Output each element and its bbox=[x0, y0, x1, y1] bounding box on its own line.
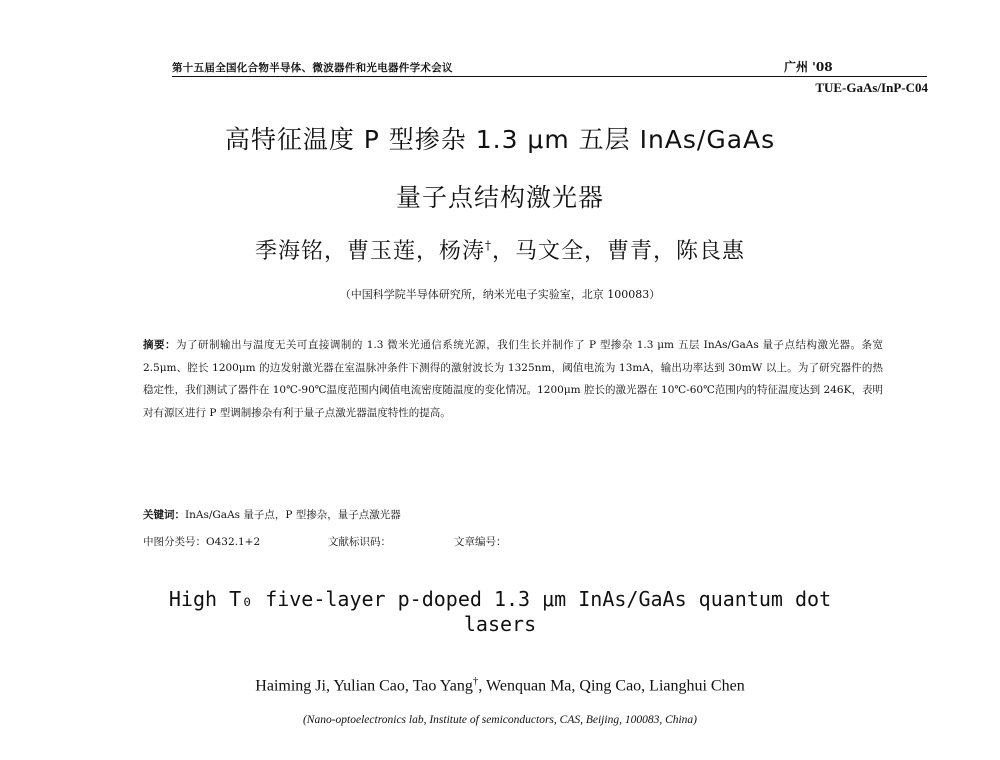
authors-cn-before: 季海铭，曹玉莲，杨涛 bbox=[254, 239, 485, 264]
abstract-label: 摘要： bbox=[143, 339, 176, 351]
title-en-line1: High T₀ five-layer p-doped 1.3 μm InAs/GaAs quantum dot bbox=[168, 587, 832, 611]
affiliation-cn: （中国科学院半导体研究所，纳米光电子实验室，北京 100083） bbox=[339, 288, 661, 301]
abstract-cn bbox=[143, 334, 883, 424]
paper-code: TUE-GaAs/InP-C04 bbox=[815, 80, 928, 95]
document-code: 文献标识码： bbox=[328, 536, 391, 548]
conference-header: 第十五届全国化合物半导体、微波器件和光电器件学术会议 bbox=[172, 62, 453, 74]
affiliation-en: (Nano-optoelectronics lab, Institute of semiconductors, CAS, Beijing, 100083, China) bbox=[302, 714, 698, 726]
article-number: 文章编号： bbox=[454, 536, 507, 548]
conference-location: 广州 '08 bbox=[784, 60, 833, 74]
abstract-text: 为了研制输出与温度无关可直接调制的 1.3 微米光通信系统光源，我们生长并制作了 P 型掺杂 1.3 μm 五层 InAs/GaAs 量子点结构激光器。条宽 2.5μm、腔长 1200μm 的边发射激光器在室温脉冲条件下测得的激射波长为 1325nm，阈值电流为 13mA，输出功率达到 30mW 以上。为了研究器件的热稳定性，我们测试了器件在 10℃-90℃温度范围内阈值电流密度随温度的变化情况。1200μm 腔长的激光器在 10℃-60℃范围内的特征温度达到 246K，表明对有源区进行 P 型调制掺杂有利于量子点激光器温度特性的提高。 bbox=[143, 339, 883, 419]
title-cn-line2: 量子点结构激光器 bbox=[395, 183, 604, 212]
authors-en bbox=[0, 675, 1000, 695]
title-cn-line1: 高特征温度 P 型掺杂 1.3 μm 五层 InAs/GaAs bbox=[224, 125, 776, 154]
keywords-text: InAs/GaAs 量子点，P 型掺杂，量子点激光器 bbox=[185, 509, 401, 521]
keywords-label: 关键词： bbox=[143, 509, 185, 521]
keywords bbox=[143, 507, 401, 522]
corresponding-dagger-en: † bbox=[472, 675, 479, 687]
authors-cn bbox=[0, 234, 1000, 265]
authors-en-before: Haiming Ji, Yulian Cao, Tao Yang bbox=[255, 677, 473, 695]
title-en-line2: lasers bbox=[463, 612, 537, 636]
authors-cn-after: ，马文全，曹青，陈良惠 bbox=[492, 239, 746, 264]
title-en bbox=[0, 587, 1000, 637]
corresponding-dagger-cn: † bbox=[485, 238, 492, 253]
authors-en-after: , Wenquan Ma, Qing Cao, Lianghui Chen bbox=[478, 677, 745, 695]
classification-line bbox=[143, 534, 507, 549]
clc-number: 中图分类号：O432.1+2 bbox=[143, 536, 261, 548]
header-divider bbox=[172, 76, 927, 77]
